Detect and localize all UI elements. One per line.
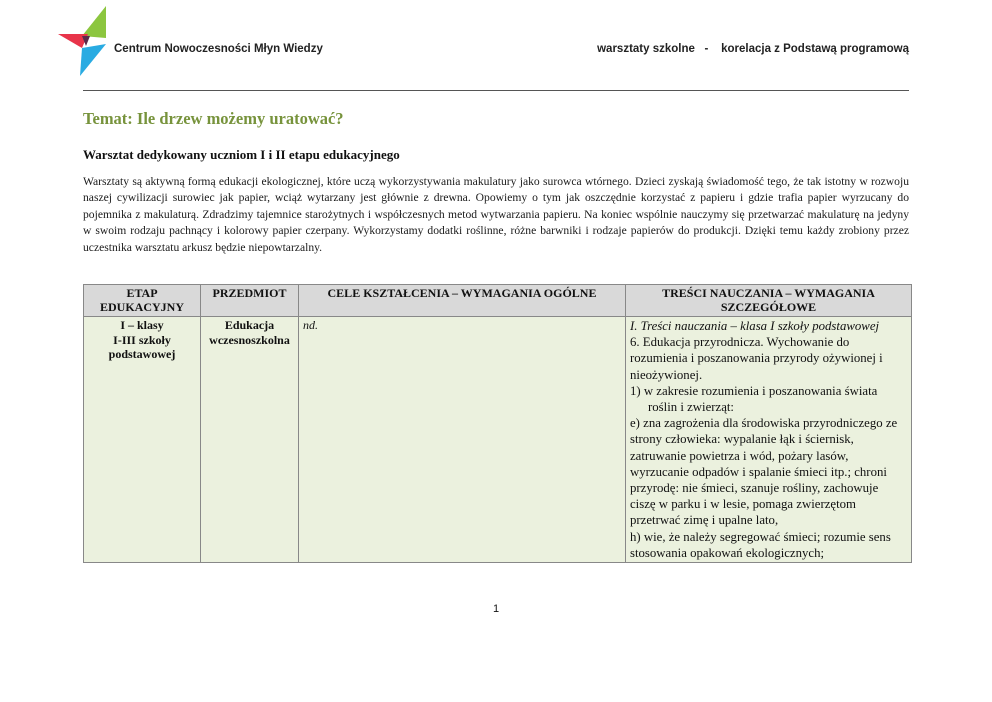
header-etap-line2: EDUKACYJNY bbox=[100, 300, 184, 314]
header-title: warsztaty szkolne - korelacja z Podstawą programową bbox=[597, 43, 909, 55]
header-etap-line1: ETAP bbox=[126, 286, 158, 300]
tresci-heading: I. Treści nauczania – klasa I szkoły podstawowej bbox=[630, 319, 880, 333]
etap-line3: podstawowej bbox=[108, 347, 176, 361]
curriculum-table bbox=[83, 284, 912, 563]
workshop-subtitle: Warsztat dedykowany uczniom I i II etapu edukacyjnego bbox=[83, 147, 400, 162]
tresci-paragraph-1: 6. Edukacja przyrodnicza. Wychowanie do rozumienia i poszanowania przyrody ożywionej i nieożywionej. bbox=[630, 335, 883, 382]
etap-line2: I-III szkoły bbox=[113, 332, 171, 347]
table-header-row bbox=[84, 285, 912, 317]
topic-heading: Temat: Ile drzew możemy uratować? bbox=[83, 109, 344, 128]
intro-paragraph: Warsztaty są aktywną formą edukacji ekologicznej, które uczą wykorzystywania makulatury jako surowca wtórnego. Dzieci zyskają świadomość tego, że tak istotny w rozwoju naszej cywilizacji surowiec jak papier, wciąż wytarzany jest głównie z drewna. Opowiemy o tym jak oszczędnie korzystać z papieru i gdzie trafia papier wyrzucany do pojemnika z makulaturą. Zdradzimy tajemnice starożytnych i współczesnych metod wytwarzania papieru. Na koniec wspólnie nauczymy się przetwarzać makulaturę na jedyny w swoim rodzaju pachnący i kolorowy papier czerpany. Wykorzystamy dodatki roślinne, różne barwniki i rodzaje papierów do produkcji. Dzięki temu każdy zrobiony przez uczestnika warsztatu arkusz będzie niepowtarzalny. bbox=[83, 175, 909, 254]
header-tresci: TREŚCI NAUCZANIA – WYMAGANIA SZCZEGÓŁOWE bbox=[626, 285, 912, 317]
cell-przedmiot bbox=[201, 317, 299, 563]
tresci-paragraph-4: h) wie, że należy segregować śmieci; rozumie sens stosowania opakowań ekologicznych; bbox=[630, 529, 891, 560]
przedmiot-line1: Edukacja bbox=[224, 318, 275, 332]
etap-line1: I – klasy bbox=[120, 318, 164, 332]
header-etap bbox=[84, 285, 201, 317]
page-number: 1 bbox=[492, 603, 500, 615]
cell-tresci bbox=[626, 317, 912, 563]
header-divider bbox=[83, 90, 909, 91]
tresci-paragraph-3: e) zna zagrożenia dla środowiska przyrodniczego ze strony człowieka: wypalanie łąk i ściernisk, zatruwanie powietrza i wód, pożary lasów, wyrzucanie odpadów i spalanie śmieci itp.; chroni przyrodę: nie śmieci, szanuje rośliny, zachowuje ciszę w parku i w lesie, pomaga zwierzętom przetrwać zimę i upalne lato, bbox=[630, 416, 898, 528]
logo-icon bbox=[58, 6, 106, 76]
header-przedmiot: PRZEDMIOT bbox=[201, 285, 299, 317]
cell-etap bbox=[84, 317, 201, 563]
cell-cele: nd. bbox=[299, 317, 626, 563]
table-row bbox=[84, 317, 912, 563]
przedmiot-line2: wczesnoszkolna bbox=[209, 332, 290, 347]
header-cele: CELE KSZTAŁCENIA – WYMAGANIA OGÓLNE bbox=[299, 285, 626, 317]
organization-name: Centrum Nowoczesności Młyn Wiedzy bbox=[114, 43, 323, 55]
tresci-paragraph-2: 1) w zakresie rozumienia i poszanowania świata roślin i zwierząt: bbox=[630, 383, 878, 415]
